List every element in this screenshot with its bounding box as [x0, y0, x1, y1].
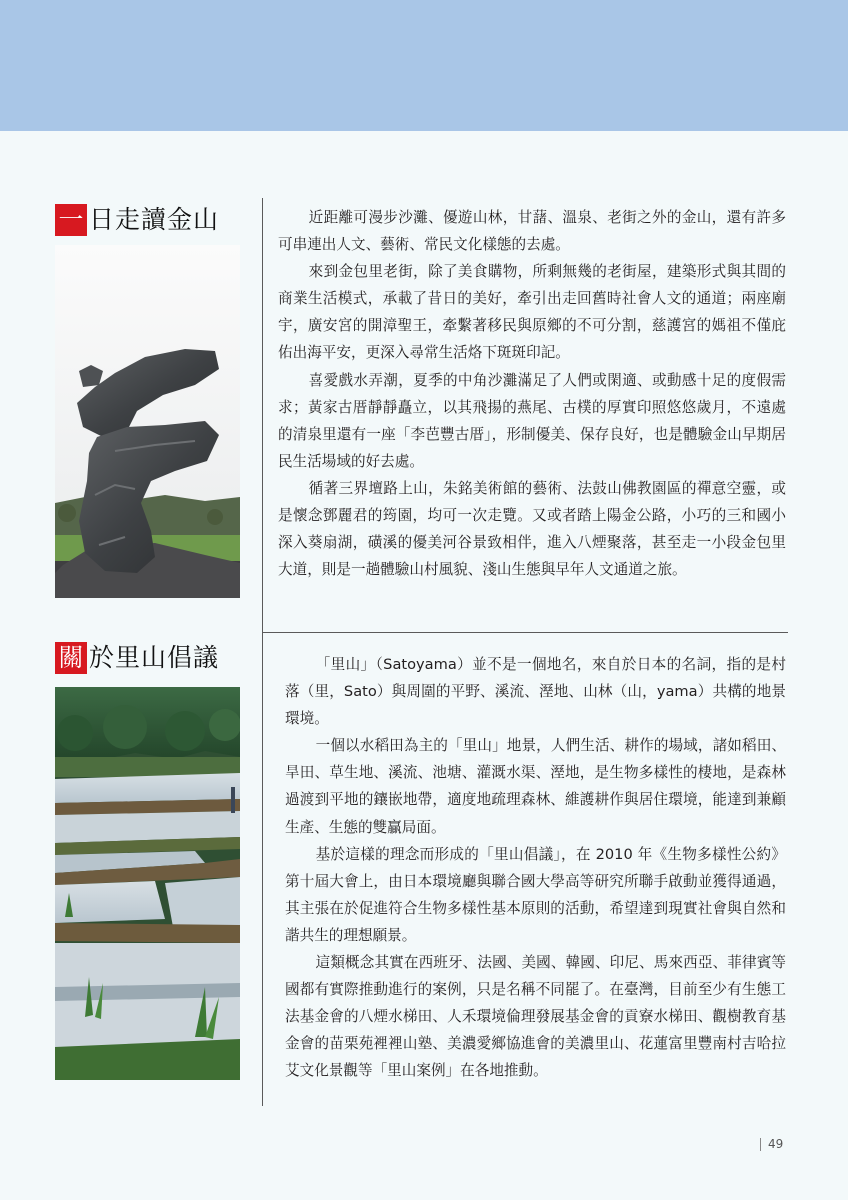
section2-paragraph: 基於這樣的理念而形成的「里山倡議」，在 2010 年《生物多樣性公約》第十屆大會上，由日本環境廳與聯合國大學高等研究所聯手啟動並獲得通過，其主張在於促進符合生物多樣性基本原則的活動，希望達到現實社會與自然和諧共生的理想願景。: [285, 845, 786, 944]
page-number: [760, 1137, 783, 1151]
section2-body: [285, 651, 786, 1085]
column-divider-lower: [262, 633, 263, 1106]
section1-heading: [55, 203, 219, 237]
section2-heading-initial: 關: [55, 642, 87, 674]
section2-paragraph: 一個以水稻田為主的「里山」地景，人們生活、耕作的場域，諸如稻田、旱田、草生地、溪流、池塘、灌溉水渠、溼地，是生物多樣性的棲地，是森林過渡到平地的鑲嵌地帶，適度地疏理森林、維護耕作與居住環境，能達到兼顧生產、生態的雙贏局面。: [285, 737, 786, 836]
section1-heading-initial: 一: [55, 204, 87, 236]
section1-paragraph: 來到金包里老街，除了美食購物，所剩無幾的老街屋，建築形式與其間的商業生活模式，承載了昔日的美好，牽引出走回舊時社會人文的通道；兩座廟宇，廣安宮的開漳聖王，牽繫著移民與原鄉的不可分割，慈護宮的媽祖不僅庇佑出海平安，更深入尋常生活烙下斑斑印記。: [278, 263, 786, 362]
section1-paragraph: 循著三界壇路上山，朱銘美術館的藝術、法鼓山佛教園區的禪意空靈，或是懷念鄧麗君的筠園，均可一次走覽。又或者踏上陽金公路，小巧的三和國小深入葵扇湖，磺溪的優美河谷景致相伴，進入八煙聚落，甚至走一小段金包里大道，則是一趟體驗山村風貌、淺山生態與早年人文通道之旅。: [278, 479, 786, 579]
column-divider-upper: [262, 198, 263, 632]
header-band: [0, 0, 848, 131]
section2-paragraph: 這類概念其實在西班牙、法國、美國、韓國、印尼、馬來西亞、菲律賓等國都有實際推動進行的案例，只是名稱不同罷了。在臺灣，目前至少有生態工法基金會的八煙水梯田、人禾環境倫理發展基金會的貢寮水梯田、觀樹教育基金會的苗栗苑裡裡山塾、美濃愛鄉協進會的美濃里山、花蓮富里豐南村吉哈拉艾文化景觀等「里山案例」在各地推動。: [285, 954, 786, 1080]
page-number-divider: [760, 1138, 761, 1151]
section1-heading-title: 日走讀金山: [89, 205, 220, 234]
section2-heading: [55, 641, 219, 675]
section1-body: [278, 204, 786, 583]
sculpture-photo: [55, 245, 240, 598]
section-divider: [262, 632, 788, 633]
section2-heading-title: 於里山倡議: [89, 643, 220, 672]
section1-paragraph: 喜愛戲水弄潮，夏季的中角沙灘滿足了人們或閑適、或動感十足的度假需求；黃家古厝靜靜矗立，以其飛揚的燕尾、古樸的厚實印照悠悠歲月，不遠處的清泉里還有一座「李芭豐古厝」，形制優美、保存良好，也是體驗金山早期居民生活場域的好去處。: [278, 371, 786, 470]
section2-paragraph: 「里山」（Satoyama）並不是一個地名，來自於日本的名詞，指的是村落（里，Sato）與周圍的平野、溪流、溼地、山林（山，yama）共構的地景環境。: [285, 656, 786, 728]
section1-paragraph: 近距離可漫步沙灘、優遊山林，甘藷、溫泉、老街之外的金山，還有許多可串連出人文、藝術、常民文化樣態的去處。: [278, 209, 786, 254]
page-number-text: 49: [768, 1137, 784, 1151]
rice-terrace-photo: [55, 687, 240, 1080]
